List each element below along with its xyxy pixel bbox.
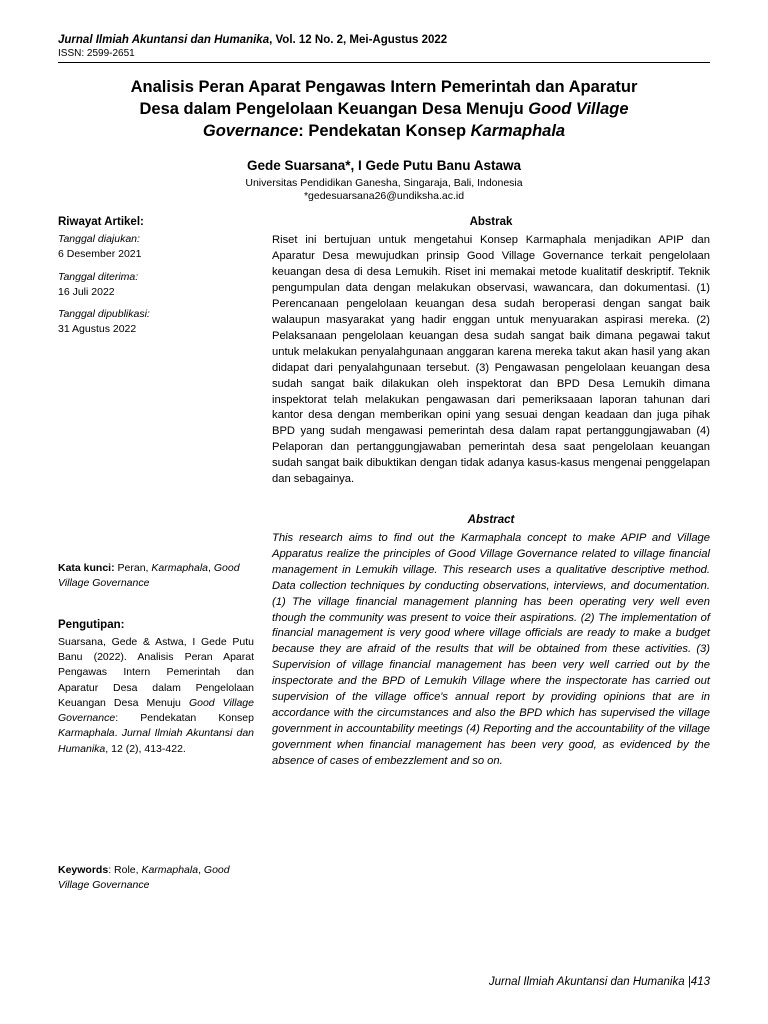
keywords-en (58, 863, 254, 893)
citation-part-1: Suarsana, Gede & Astwa, I Gede Putu Banu (2022). Analisis Peran Aparat Pengawas Intern Pemerintah dan Aparatur Desa dalam Pengelolaan Keuangan Desa Menuju (58, 636, 254, 709)
title-line-3a: Governance (202, 121, 299, 140)
keywords-id-label: Kata kunci: (58, 561, 115, 574)
history-item-label: Tanggal diterima: (58, 270, 139, 283)
title-line-3c: Karmaphala (470, 121, 566, 140)
header-divider (58, 62, 710, 63)
history-item-value: 6 Desember 2021 (58, 248, 142, 261)
journal-title: Jurnal Ilmiah Akuntansi dan Humanika (58, 34, 270, 46)
layout-spacer (58, 591, 254, 619)
layout-spacer (58, 757, 254, 863)
citation-heading: Pengutipan: (58, 619, 125, 632)
page-footer: Jurnal Ilmiah Akuntansi dan Humanika |413 (488, 976, 710, 988)
keywords-en-ital-2: Good Village Governance (58, 863, 230, 891)
keywords-en-text-2: , (198, 863, 201, 876)
keywords-id-text: Peran, (114, 561, 152, 574)
history-item (58, 307, 254, 336)
keywords-id-ital-2: Good Village Governance (58, 561, 240, 589)
title-line-1: Analisis Peran Aparat Pengawas Intern Pemerintah dan Aparatur (130, 78, 638, 96)
citation-text (58, 635, 254, 757)
issue-info: , Vol. 12 No. 2, Mei-Agustus 2022 (269, 34, 448, 46)
history-heading: Riwayat Artikel: (58, 216, 144, 229)
running-head (58, 34, 710, 46)
keywords-en-ital-1: Karmaphala (141, 863, 199, 876)
history-item-value: 31 Agustus 2022 (58, 322, 137, 335)
citation-part-3: . (114, 727, 122, 740)
author-list: Gede Suarsana*, I Gede Putu Banu Astawa (246, 158, 522, 174)
keywords-en-text: : Role, (108, 863, 142, 876)
title-line-2b: Good Village (528, 99, 629, 118)
history-item-value: 16 Juli 2022 (58, 285, 115, 298)
abstract-id-body: Riset ini bertujuan untuk mengetahui Konsep Karmaphala menjadikan APIP dan Aparatur Desa mewujudkan prinsip Good Village Governance terkait pengelolaan keuangan desa di desa Lemukih. Riset ini memakai metode kualitatif deskriptif. Teknik pengumpulan data dengan melakukan observasi, wawancara, dan dokumentasi. (1) Perencanaan pengelolaan keuangan desa sudah beroperasi dengan sangat baik walaupun masyarakat yang hadir enggan untuk menyuarakan aspirasi mereka. (2) Pelaksanaan pengelolaan keuangan desa sudah sangat baik dimana pegawai takut untuk melakukan penyalahgunaan anggaran karena mereka takut akan hasil yang akan didapat dari penyalahgunaan tersebut. (3) Pengawasan pengelolaan keuangan desa sudah sangat baik dilakukan oleh inspektorat dan BPD Desa Lemukih dimana inspektorat telah melakukan pengawasan dari pemeriksaaan laporan tahunan dari kantor desa dengan memberikan opini yang sesuai dengan keadaan dan juga pihak BPD yang sudah mengawasi pemerintah desa dalam rapat pertanggungjawaban (4) Pelaporan dan pertanggungjawaban pemerintah desa saat pengelolaan keuangan sudah sangat baik dibuktikan dengan tidak adanya kasus-kasus mengenai penggelapan dan sebagainya. (272, 234, 710, 486)
history-item-label: Tanggal diajukan: (58, 233, 140, 246)
right-column (272, 216, 710, 769)
two-column-body (58, 216, 710, 893)
left-column (58, 216, 254, 893)
title-line-2a: Desa dalam Pengelolaan Keuangan Desa Menuju (139, 99, 529, 118)
affiliation: Universitas Pendidikan Ganesha, Singaraja, Bali, Indonesia (245, 177, 523, 190)
layout-spacer (272, 488, 710, 514)
issn-line: ISSN: 2599-2651 (58, 48, 135, 59)
history-item (58, 232, 254, 261)
title-line-3b: : Pendekatan Konsep (298, 121, 471, 140)
citation-ital-1: Good Village Governance (58, 696, 254, 725)
page-title (82, 77, 686, 142)
citation-part-4: , 12 (2), 413-422. (105, 742, 186, 755)
keywords-en-label: Keywords (58, 863, 109, 876)
abstract-en-heading: Abstract (467, 513, 515, 526)
abstract-id-heading: Abstrak (469, 216, 513, 229)
citation-ital-3: Jurnal Ilmiah Akuntansi dan Humanika (58, 727, 254, 755)
corresponding-email[interactable]: *gedesuarsana26@undiksha.ac.id (303, 190, 465, 203)
citation-part-2: : Pendekatan Konsep (115, 712, 254, 725)
keywords-id-ital-1: Karmaphala (151, 561, 209, 574)
history-item (58, 270, 254, 299)
citation-ital-2: Karmaphala (58, 727, 115, 740)
keywords-id (58, 561, 254, 591)
keywords-id-text-2: , (208, 561, 211, 574)
layout-spacer (58, 345, 254, 561)
history-item-label: Tanggal dipublikasi: (58, 308, 150, 321)
abstract-en-body: This research aims to find out the Karmaphala concept to make APIP and Village Apparatus realize the principles of Good Village Governance related to village financial management in Lemukih village. This research uses a qualitative descriptive method. Data collection techniques by conducting observations, interviews, and documentation. (1) The village financial management planning has been operating very well even though the community was present to voice their aspirations. (2) The implementation of financial management is very good where village officials are ready to make a budget because they are afraid of the results that will be obtained from these activities. (3) Supervision of village financial management has been very well carried out by the inspectorate and the BPD of Lemukih Village where the inspectorate has carried out supervision of the village office's annual report by providing opinions that are in accordance with the circumstances and also the BPD which has supervised the village government in accountability meetings (4) Reporting and the accountability of the village government when financial management has been very good, as evidenced by the absence of cases of embezzlement and so on. (272, 531, 710, 767)
